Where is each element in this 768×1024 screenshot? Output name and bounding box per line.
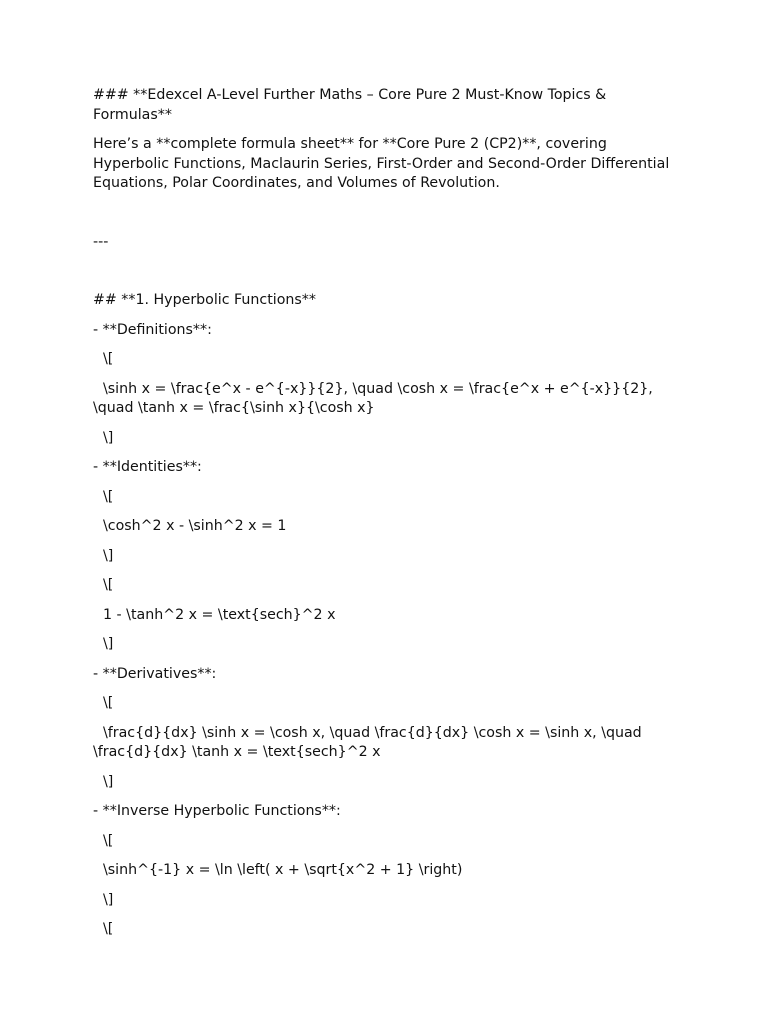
definitions-label: - **Definitions**: [93, 321, 212, 338]
math-close-bracket: \] [103, 429, 114, 446]
inverse-formula-1: \sinh^{-1} x = \ln \left( x + \sqrt{x^2 + 1} \right) [103, 862, 463, 878]
math-open-bracket: \[ [103, 832, 114, 849]
identities-label: - **Identities**: [93, 459, 202, 475]
horizontal-rule-text: --- [93, 233, 109, 250]
document-title: ### **Edexcel A-Level Further Maths – Core Pure 2 Must-Know Topics & Formulas** [93, 87, 611, 123]
math-close-bracket: \] [103, 773, 114, 790]
math-close-bracket: \] [103, 636, 114, 652]
math-open-bracket: \[ [103, 488, 114, 505]
math-open-bracket: \[ [103, 921, 114, 937]
math-close-bracket: \] [103, 547, 114, 564]
math-close-bracket: \] [103, 891, 114, 908]
identity-formula-2: 1 - \tanh^2 x = \text{sech}^2 x [103, 606, 336, 623]
derivatives-label: - **Derivatives**: [93, 665, 217, 682]
derivatives-formula: \frac{d}{dx} \sinh x = \cosh x, \quad \frac{d}{dx} \cosh x = \sinh x, \quad \frac{d}{dx} \tanh x = \text{sech}^2 x [93, 724, 647, 760]
identity-formula-1: \cosh^2 x - \sinh^2 x = 1 [103, 518, 287, 534]
document-page [93, 86, 678, 950]
section-heading-hyperbolic: ## **1. Hyperbolic Functions** [93, 292, 316, 308]
math-open-bracket: \[ [103, 351, 114, 367]
math-open-bracket: \[ [103, 695, 114, 711]
math-open-bracket: \[ [103, 577, 114, 593]
intro-paragraph: Here’s a **complete formula sheet** for **Core Pure 2 (CP2)**, covering Hyperbolic Functions, Maclaurin Series, First-Order and Second-Order Differential Equations, Polar Coordinates, and Volumes of Revolution. [93, 136, 674, 191]
inverse-hyperbolic-label: - **Inverse Hyperbolic Functions**: [93, 803, 341, 819]
definitions-formula: \sinh x = \frac{e^x - e^{-x}}{2}, \quad \cosh x = \frac{e^x + e^{-x}}{2}, \quad \tanh x = \frac{\sinh x}{\cosh x} [93, 380, 658, 416]
